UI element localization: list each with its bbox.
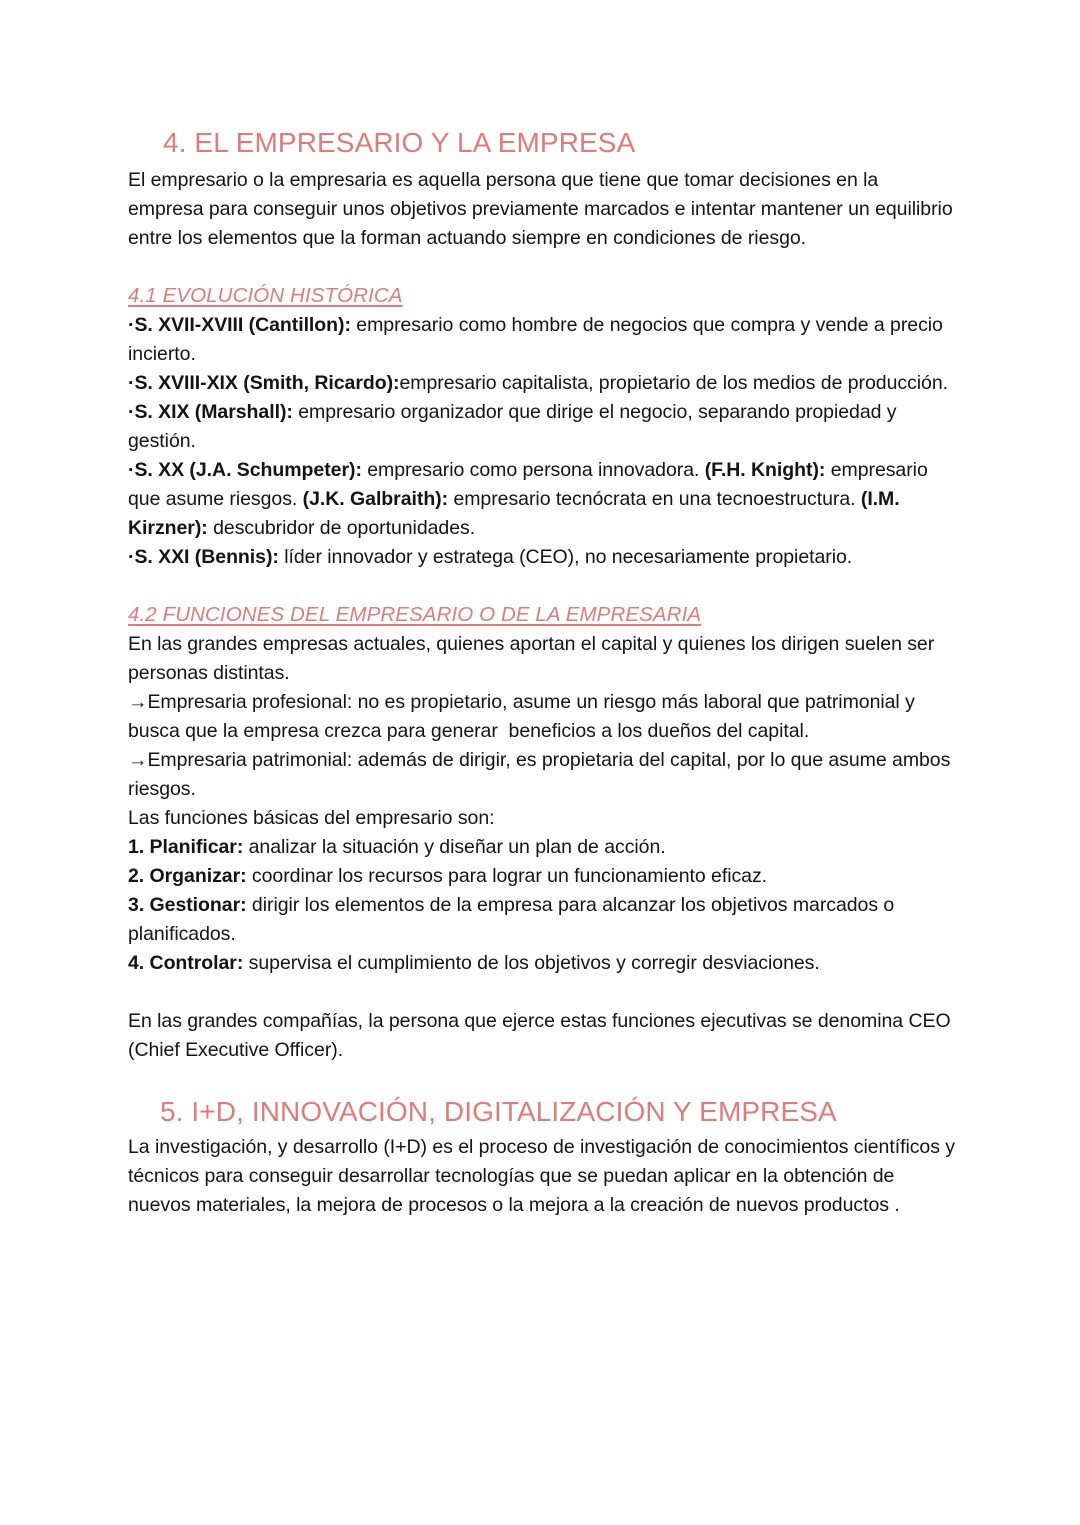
numbered-list-intro: Las funciones básicas del empresario son:: [128, 806, 495, 829]
list-item-text-4: descubridor de oportunidades.: [207, 516, 476, 539]
list-item-text: empresario organizador que dirige el negocio, separando propiedad y gestión.: [128, 400, 902, 452]
list-item-lead: [128, 401, 293, 423]
bullet-icon: ·: [128, 458, 135, 481]
list-item: [128, 456, 958, 543]
list-item-lead-2: (F.H. Knight):: [704, 458, 826, 481]
numbered-item-text: analizar la situación y diseñar un plan de acción.: [243, 835, 666, 858]
list-item-text: empresario como persona innovadora.: [361, 458, 705, 481]
list-item-text: líder innovador y estratega (CEO), no necesariamente propietario.: [278, 545, 853, 568]
subsection-heading-4-1: 4.1 EVOLUCIÓN HISTÓRICA: [128, 284, 403, 308]
numbered-item-text: coordinar los recursos para lograr un funcionamiento eficaz.: [246, 864, 768, 887]
list-item-text-3: empresario tecnócrata en una tecnoestructura.: [448, 487, 861, 510]
list-item-text-2: empresario que asume riesgos.: [128, 458, 934, 510]
document-content: [128, 126, 961, 1220]
bullet-icon: ·: [128, 313, 135, 336]
list-item-lead: [128, 546, 279, 568]
list-item: [128, 311, 958, 369]
list-item-lead-3: (J.K. Galbraith):: [302, 487, 449, 510]
list-item-lead-text: S. XXI (Bennis):: [134, 545, 279, 568]
spacer: [128, 253, 958, 282]
bullet-icon: ·: [128, 371, 135, 394]
numbered-list-item: [128, 833, 958, 862]
bullet-icon: ·: [128, 400, 135, 423]
section-5-intro-paragraph: La investigación, y desarrollo (I+D) es el proceso de investigación de conocimientos científicos y técnicos para conseguir desarrollar tecnologías que se puedan aplicar en la obtención de nuevos materiales, la mejora de procesos o la mejora a la creación de nuevos productos .: [128, 1135, 961, 1216]
numbered-item-lead: 1. Planificar:: [128, 835, 244, 858]
list-item-lead: [128, 372, 400, 394]
list-item-lead: [128, 459, 362, 481]
numbered-item-lead: 4. Controlar:: [128, 951, 244, 974]
list-item-lead-text: S. XVII-XVIII (Cantillon):: [134, 313, 351, 336]
numbered-list-item: [128, 862, 958, 891]
numbered-item-text: supervisa el cumplimiento de los objetivos y corregir desviaciones.: [243, 951, 820, 974]
subsection-heading-4-2: 4.2 FUNCIONES DEL EMPRESARIO O DE LA EMPRESARIA: [128, 602, 702, 626]
subsection-4-2-closing: En las grandes compañías, la persona que ejerce estas funciones ejecutivas se denomina CEO (Chief Executive Officer).: [128, 1009, 956, 1061]
page-title-section-4: 4. EL EMPRESARIO Y LA EMPRESA: [163, 127, 636, 158]
list-item: [128, 398, 958, 456]
list-item-lead: [128, 314, 351, 336]
numbered-list-item: [128, 891, 958, 949]
subsection-4-2-intro: En las grandes empresas actuales, quienes aportan el capital y quienes los dirigen suelen ser personas distintas.: [128, 632, 940, 684]
arrow-list-item: →Empresaria profesional: no es propietario, asume un riesgo más laboral que patrimonial y busca que la empresa crezca para generar beneficios a los dueños del capital.: [128, 690, 921, 742]
list-item: [128, 369, 958, 398]
list-item-lead-text: S. XX (J.A. Schumpeter):: [134, 458, 362, 481]
spacer: [128, 572, 958, 601]
list-item-lead-4: (I.M. Kirzner):: [128, 487, 905, 539]
numbered-item-lead: 2. Organizar:: [128, 864, 247, 887]
numbered-list-item: [128, 949, 958, 978]
arrow-list-item: →Empresaria patrimonial: además de dirigir, es propietaria del capital, por lo que asume ambos riesgos.: [128, 748, 956, 800]
list-item-text: empresario capitalista, propietario de los medios de producción.: [399, 371, 949, 394]
numbered-item-lead: 3. Gestionar:: [128, 893, 247, 916]
list-item: [128, 543, 958, 572]
bullet-icon: ·: [128, 545, 135, 568]
numbered-item-text: dirigir los elementos de la empresa para alcanzar los objetivos marcados o planificados.: [128, 893, 900, 945]
list-item-lead-text: S. XIX (Marshall):: [134, 400, 293, 423]
page-title-section-5: 5. I+D, INNOVACIÓN, DIGITALIZACIÓN Y EMPRESA: [160, 1095, 837, 1127]
list-item-text: empresario como hombre de negocios que compra y vende a precio incierto.: [128, 313, 949, 365]
list-item-lead-text: S. XVIII-XIX (Smith, Ricardo):: [134, 371, 400, 394]
section-4-intro-paragraph: El empresario o la empresaria es aquella persona que tiene que tomar decisiones en la empresa para conseguir unos objetivos previamente marcados e intentar mantener un equilibrio entre los elementos que la forman actuando siempre en condiciones de riesgo.: [128, 169, 958, 250]
spacer: [128, 978, 958, 1007]
